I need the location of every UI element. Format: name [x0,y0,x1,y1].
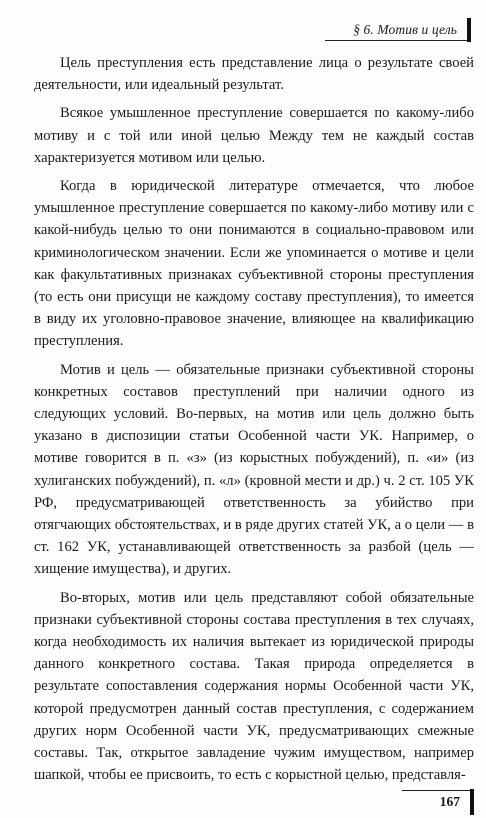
page-footer [402,790,474,813]
page-number: 167 [439,794,460,809]
section-title: § 6. Мотив и цель [353,22,457,37]
running-header [325,18,471,41]
paragraph: Мотив и цель — обязательные признаки субъективной стороны конкретных составов преступлений при наличии одного из следующих условий. Во-первых, на мотив или цель должно быть указано в диспозиции статьи Особенной части УК. Например, о мотиве говорится в п. «з» (из корыстных побуждений), п. «и» (из хулиганских побуждений), п. «л» (кровной мести и др.) ч. 2 ст. 105 УК РФ, предусматривающей ответственность за убийство при отягчающих обстоятельствах, и в ряде других статей УК, а о цели — в ст. 162 УК, устанавливающей ответственность за разбой (цель — хищение имущества), и других. [34,361,474,578]
header-edge-bar [467,18,471,42]
body-text [34,52,474,787]
paragraph: Когда в юридической литературе отмечается, что любое умышленное преступление совершается по какому-либо мотиву или с какой-нибудь целью то они понимаются в социально-правовом или криминологическом значении. Если же упоминается о мотиве и цели как факультативных признаках субъективной стороны преступления (то есть они присущи не каждому составу преступления), то имеется в виду их уголовно-правовое значение, влияющее на квалификацию преступления. [34,178,474,350]
footer-edge-bar [470,789,474,815]
paragraph: Во-вторых, мотив или цель представляют собой обязательные признаки субъективной стороны состава преступления в тех случаях, когда необходимость их наличия вытекает из юридической природы данного конкретного состава. Такая природа определяется в результате сопоставления содержания нормы Особенной части УК, которой предусмотрен данный состав преступления, с содержанием других норм Особенной части УК, предусматривающих смежные составы. Так, открытое завладение чужим имуществом, например шапкой, чтобы ее присвоить, то есть с корыстной целью, представля- [34,589,474,784]
paragraph: Цель преступления есть представление лица о результате своей деятельности, или идеальный результат. [34,55,474,94]
paragraph: Всякое умышленное преступление совершается по какому-либо мотиву и с той или иной целью Между тем не каждый состав характеризуется мотивом или целью. [34,105,474,166]
